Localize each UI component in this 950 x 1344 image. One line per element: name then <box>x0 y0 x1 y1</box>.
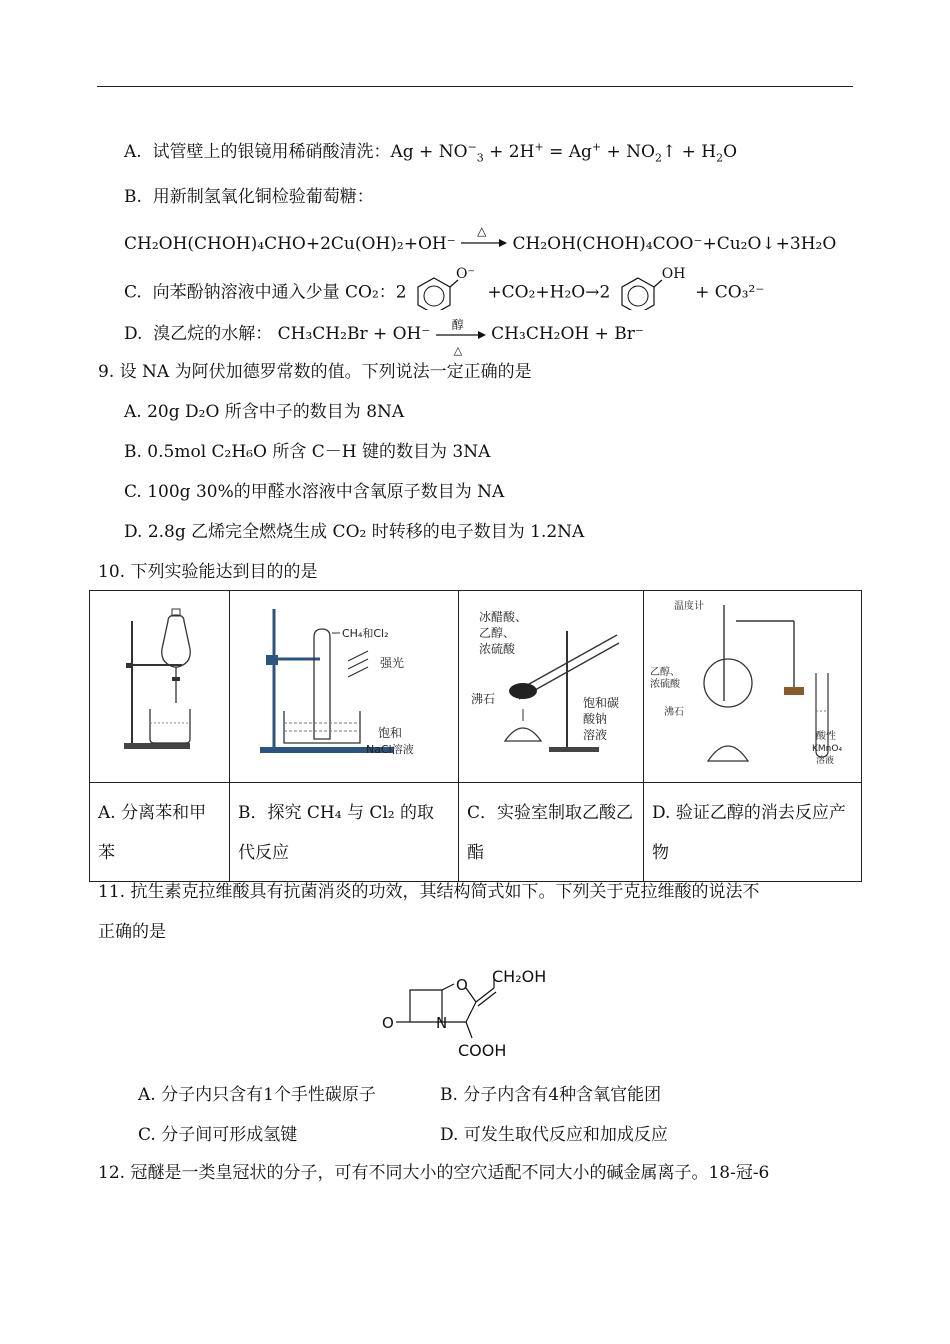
label-strong-light: 强光 <box>380 656 405 670</box>
apparatus-a-cell <box>90 591 230 783</box>
label-saturated: 饱和 <box>378 726 403 740</box>
atom-carbonyl-oxygen: O <box>382 1014 394 1032</box>
label-ethanol: 乙醇、 <box>650 667 680 678</box>
q11-option-d: D. 可发生取代反应和加成反应 <box>440 1125 668 1145</box>
separatory-funnel-icon <box>90 591 228 777</box>
reaction-arrow-icon <box>461 237 507 249</box>
q9-option-d: D. 2.8g 乙烯完全燃烧生成 CO₂ 时转移的电子数目为 1.2NA <box>124 522 585 542</box>
label-solution: 溶液 <box>816 756 835 766</box>
q8-option-b-equation: CH₂OH(CHOH)₄CHO+2Cu(OH)₂+OH⁻ △ CH₂OH(CHOH)₄COO⁻+Cu₂O↓+3H₂O <box>124 223 837 254</box>
apparatus-d-cell <box>644 591 862 783</box>
elimination-reaction-setup-icon <box>644 591 860 777</box>
label-boiling-chips: 沸石 <box>664 707 684 718</box>
apparatus-b-caption: B．探究 CH₄ 与 Cl₂ 的取代反应 <box>230 783 459 882</box>
q9-option-a: A. 20g D₂O 所含中子的数目为 8NA <box>124 402 405 422</box>
q8-option-b: B. 用新制氢氧化铜检验葡萄糖： <box>124 187 374 207</box>
apparatus-d-caption: D. 验证乙醇的消去反应产物 <box>644 783 862 882</box>
apparatus-c-caption: C．实验室制取乙酸乙酯 <box>459 783 644 882</box>
label-acidic: 酸性 <box>816 731 836 742</box>
q9-stem: 9. 设 NA 为阿伏加德罗常数的值。下列说法一定正确的是 <box>98 362 532 382</box>
clavulanic-acid-structure <box>380 960 550 1060</box>
label-thermometer: 温度计 <box>674 601 704 612</box>
q9-option-c: C. 100g 30%的甲醛水溶液中含氧原子数目为 NA <box>124 482 505 502</box>
label-ethanol: 乙醇、 <box>479 626 516 640</box>
light-rays-icon <box>348 651 368 677</box>
label-solution: 溶液 <box>583 728 608 742</box>
q11-option-b: B. 分子内含有4种含氧官能团 <box>440 1085 662 1105</box>
q10-stem: 10. 下列实验能达到目的的是 <box>98 562 318 582</box>
q8-option-a: A. 试管壁上的银镜用稀硝酸清洗：$Ag + NO^-_3 + 2H^+ = Ag^+$ + $NO_2↑ + H_2O$ <box>124 140 738 165</box>
label-sodium-carbonate-1: 饱和碳 <box>583 696 620 710</box>
q10-apparatus-table <box>89 590 862 882</box>
group-ch2oh: CH₂OH <box>492 967 547 986</box>
apparatus-b-cell <box>230 591 459 783</box>
benzene-ring-icon <box>616 274 666 310</box>
q9-option-b: B. 0.5mol C₂H₆O 所含 C－H 键的数目为 3NA <box>124 442 491 462</box>
label-kmno4: KMnO₄ <box>812 744 843 754</box>
atom-ring-oxygen: O <box>456 976 468 994</box>
q11-option-a: A. 分子内只含有1个手性碳原子 <box>138 1085 376 1105</box>
apparatus-a-caption: A. 分离苯和甲苯 <box>90 783 230 882</box>
substitution-reaction-setup-icon <box>230 591 457 777</box>
q11-stem-line1: 11. 抗生素克拉维酸具有抗菌消炎的功效，其结构简式如下。下列关于克拉维酸的说法不 <box>98 882 760 902</box>
q12-stem: 12. 冠醚是一类皇冠状的分子，可有不同大小的空穴适配不同大小的碱金属离子。18-冠-6 <box>98 1163 770 1183</box>
group-cooh: COOH <box>458 1041 507 1060</box>
q8-option-c: C. 向苯酚钠溶液中通入少量 CO₂：2 O⁻ +CO₂+H₂O→2 OH + CO₃²⁻ <box>124 278 764 312</box>
label-sulfuric-acid: 浓硫酸 <box>479 642 516 656</box>
q11-stem-line2: 正确的是 <box>98 922 166 942</box>
q11-option-c: C. 分子间可形成氢键 <box>138 1125 298 1145</box>
label-acetic-acid: 冰醋酸、 <box>479 610 528 624</box>
label-nacl: NaCl溶液 <box>366 743 414 756</box>
apparatus-c-cell <box>459 591 644 783</box>
ester-preparation-setup-icon <box>459 591 642 777</box>
label-gases: CH₄和Cl₂ <box>342 627 389 640</box>
header-rule <box>97 86 853 87</box>
q8-option-d: D. 溴乙烷的水解： CH₃CH₂Br + OH⁻ 醇 △ CH₃CH₂OH + Br⁻ <box>124 317 644 357</box>
label-sodium-carbonate-2: 酸钠 <box>583 712 608 726</box>
phenoxide-structure: O⁻ <box>412 278 482 308</box>
atom-nitrogen: N <box>436 1014 448 1032</box>
label-boiling-chips: 沸石 <box>471 692 496 706</box>
benzene-ring-icon <box>412 274 462 310</box>
label-sulfuric-acid: 浓硫酸 <box>650 679 680 690</box>
phenol-structure: OH <box>616 278 690 308</box>
